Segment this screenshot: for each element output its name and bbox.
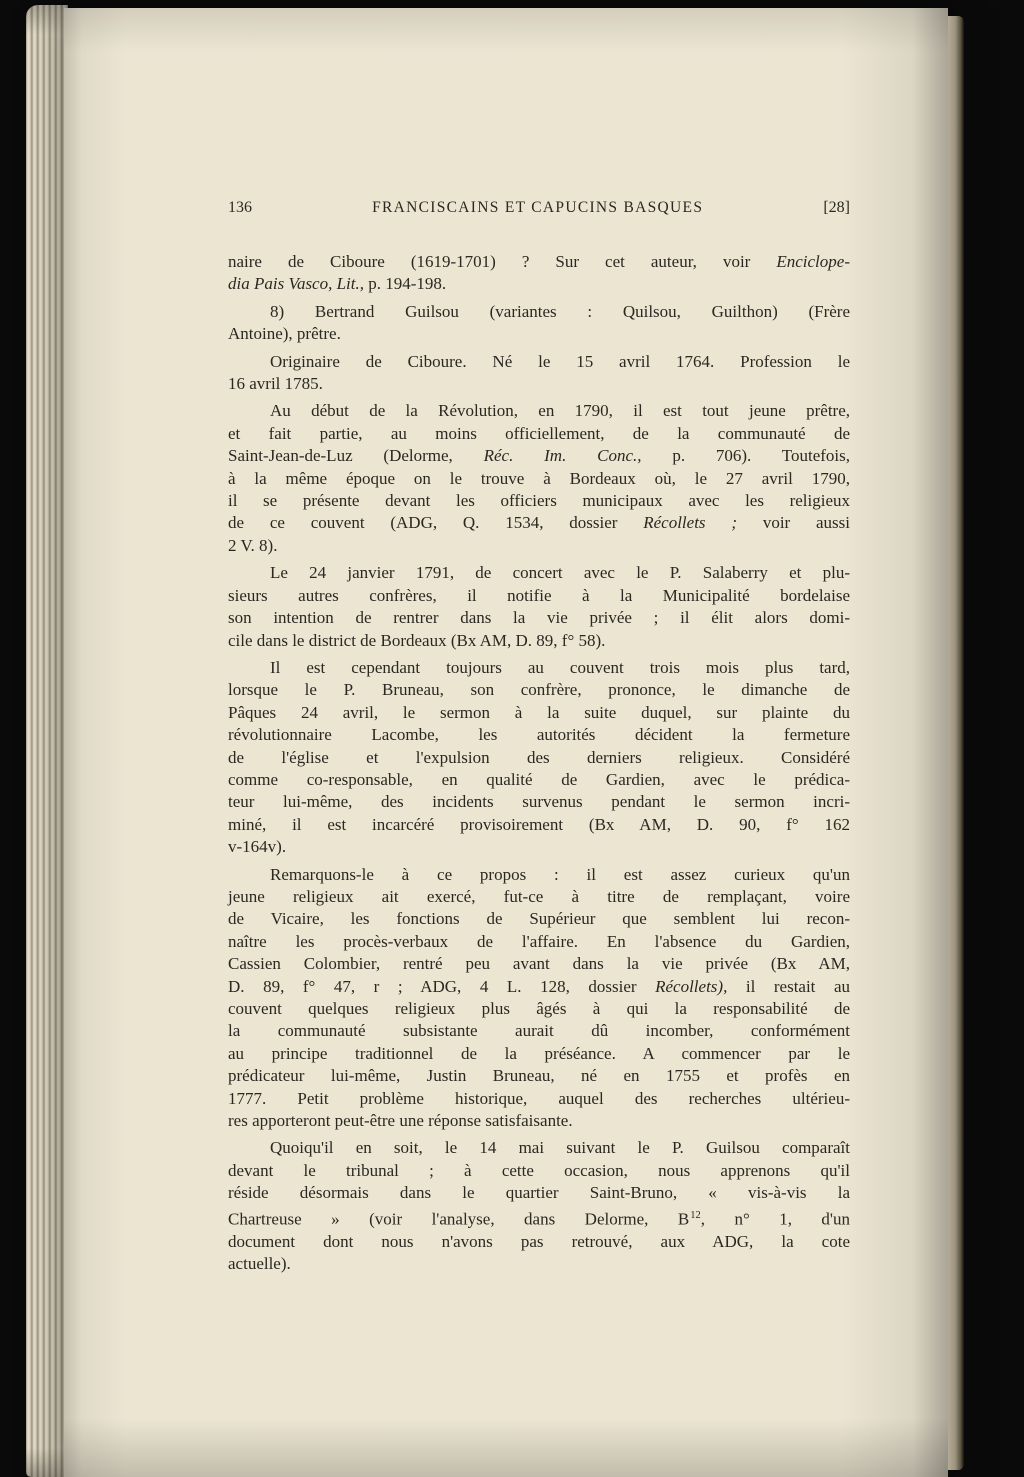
text-line [228,400,850,422]
text-line [228,976,850,998]
page-number: 136 [228,199,252,216]
text-line [228,1160,850,1182]
text-run: 1777. Petit problème historique, auquel des recherches ultérieu- [228,1088,850,1108]
text-line [228,468,850,490]
text-line [228,886,850,908]
italic-text: Récollets ; [643,513,738,533]
italic-text: dia Pais Vasco, Lit., [228,274,365,294]
italic-text: Enciclope- [776,252,850,271]
text-run: de Vicaire, les fonctions de Supérieur que semblent lui recon- [228,909,850,929]
running-header [228,198,850,218]
text-line [228,273,850,295]
text-run: 8) Bertrand Guilsou (variantes : Quilsou, Guilthon) (Frère [270,301,850,321]
text-run: voir aussi [737,513,850,533]
text-line [228,1020,850,1042]
text-line [228,1231,850,1253]
text-line [228,1137,850,1159]
text-run: v-164v). [228,837,287,857]
page-stack-right-edge [948,16,964,1470]
text-line [228,251,850,273]
text-run: Chartreuse » (voir l'analyse, dans Delorme, B [228,1209,690,1229]
text-line [228,1253,850,1275]
text-line [228,323,850,345]
text-run: Le 24 janvier 1791, de concert avec le P. Salaberry et plu- [270,563,850,583]
text-run: res apporteront peut-être une réponse satisfaisante. [228,1111,573,1131]
text-line [228,702,850,724]
text-run: Quoiqu'il en soit, le 14 mai suivant le P. Guilsou comparaît [270,1138,850,1158]
text-line [228,836,850,858]
text-run: Originaire de Ciboure. Né le 15 avril 1764. Profession le [270,351,850,371]
text-line [228,679,850,701]
text-line [228,351,850,373]
text-run: cile dans le district de Bordeaux (Bx AM, D. 89, f° 58). [228,630,606,650]
text-run: réside désormais dans le quartier Saint-Bruno, « vis-à-vis la [228,1183,850,1203]
text-line [228,908,850,930]
text-line [228,1205,850,1231]
text-run: à la même époque on le trouve à Bordeaux où, le 27 avril 1790, [228,468,850,488]
bracket-number: [28] [823,199,850,216]
paragraph [228,400,850,557]
italic-text: Réc. Im. Conc., [483,446,642,466]
book-page [64,8,948,1477]
paragraph [228,864,850,1133]
text-line [228,1043,850,1065]
page-body-text [228,251,850,1276]
text-run: au principe traditionnel de la préséance. A commencer par le [228,1043,850,1063]
paragraph [228,562,850,652]
paragraph [228,251,850,296]
text-line [228,373,850,395]
text-run: comme co-responsable, en qualité de Gardien, avec le prédica- [228,769,850,789]
text-line [228,585,850,607]
text-run: lorsque le P. Bruneau, son confrère, prononce, le dimanche de [228,680,850,700]
text-line [228,657,850,679]
text-line [228,998,850,1020]
text-line [228,423,850,445]
text-run: il se présente devant les officiers municipaux avec les religieux [228,491,850,511]
text-run: D. 89, f° 47, r ; ADG, 4 L. 128, dossier [228,976,656,996]
text-line [228,535,850,557]
text-run: p. 706). Toutefois, [641,446,850,466]
text-run: devant le tribunal ; à cette occasion, nous apprenons qu'il [228,1160,850,1180]
text-run: Il est cependant toujours au couvent trois mois plus tard, [270,657,850,677]
text-line [228,1182,850,1204]
text-run: miné, il est incarcéré provisoirement (Bx AM, D. 90, f° 162 [228,814,850,834]
running-title: FRANCISCAINS ET CAPUCINS BASQUES [372,199,704,216]
text-run: jeune religieux ait exercé, fut-ce à titre de remplaçant, voire [228,886,850,906]
text-run: 16 avril 1785. [228,374,323,394]
italic-text: Récollets), [655,976,728,996]
text-line [228,630,850,652]
text-line [228,445,850,467]
text-run: Au début de la Révolution, en 1790, il est tout jeune prêtre, [270,401,850,421]
paragraph [228,1137,850,1275]
text-line [228,953,850,975]
text-run: la communauté subsistante aurait dû incomber, conformément [228,1021,850,1041]
superscript-text: 12 [690,1209,701,1221]
text-run: naire de Ciboure (1619-1701) ? Sur cet auteur, voir [228,252,777,271]
text-run: , n° 1, d'un [700,1209,850,1229]
text-run: et fait partie, au moins officiellement, de la communauté de [228,423,850,443]
text-line [228,1088,850,1110]
text-run: actuelle). [228,1254,291,1274]
text-run: couvent quelques religieux plus âgés à qui la responsabilité de [228,999,850,1018]
text-line [228,864,850,886]
text-line [228,931,850,953]
text-run: Cassien Colombier, rentré peu avant dans la vie privée (Bx AM, [228,954,850,974]
text-run: teur lui-même, des incidents survenus pendant le sermon incri- [228,792,850,812]
text-line [228,512,850,534]
paragraph [228,657,850,859]
page-stack-left-edge [26,5,68,1477]
text-line [228,747,850,769]
paragraph [228,301,850,346]
text-run: prédicateur lui-même, Justin Bruneau, né en 1755 et profès en [228,1066,850,1086]
text-run: révolutionnaire Lacombe, les autorités décident la fermeture [228,725,850,745]
text-run: Remarquons-le à ce propos : il est assez curieux qu'un [270,864,850,884]
text-run: Saint-Jean-de-Luz (Delorme, [228,446,484,466]
text-line [228,490,850,512]
text-run: 2 V. 8). [228,535,278,555]
text-run: document dont nous n'avons pas retrouvé, aux ADG, la cote [228,1231,850,1251]
text-run: p. 194-198. [364,274,447,294]
text-block [228,198,850,1276]
text-line [228,607,850,629]
text-run: naître les procès-verbaux de l'affaire. En l'absence du Gardien, [228,931,850,951]
text-line [228,724,850,746]
text-run: Antoine), prêtre. [228,324,341,344]
text-run: sieurs autres confrères, il notifie à la Municipalité bordelaise [228,585,850,605]
text-run: Pâques 24 avril, le sermon à la suite duquel, sur plainte du [228,702,850,722]
text-run: il restait au [727,976,851,996]
text-line [228,769,850,791]
text-line [228,301,850,323]
text-line [228,791,850,813]
paragraph [228,351,850,396]
text-run: de l'église et l'expulsion des derniers religieux. Considéré [228,747,850,767]
text-run: son intention de rentrer dans la vie privée ; il élit alors domi- [228,608,850,628]
text-line [228,1110,850,1132]
text-line [228,562,850,584]
text-run: de ce couvent (ADG, Q. 1534, dossier [228,513,644,533]
text-line [228,814,850,836]
text-line [228,1065,850,1087]
